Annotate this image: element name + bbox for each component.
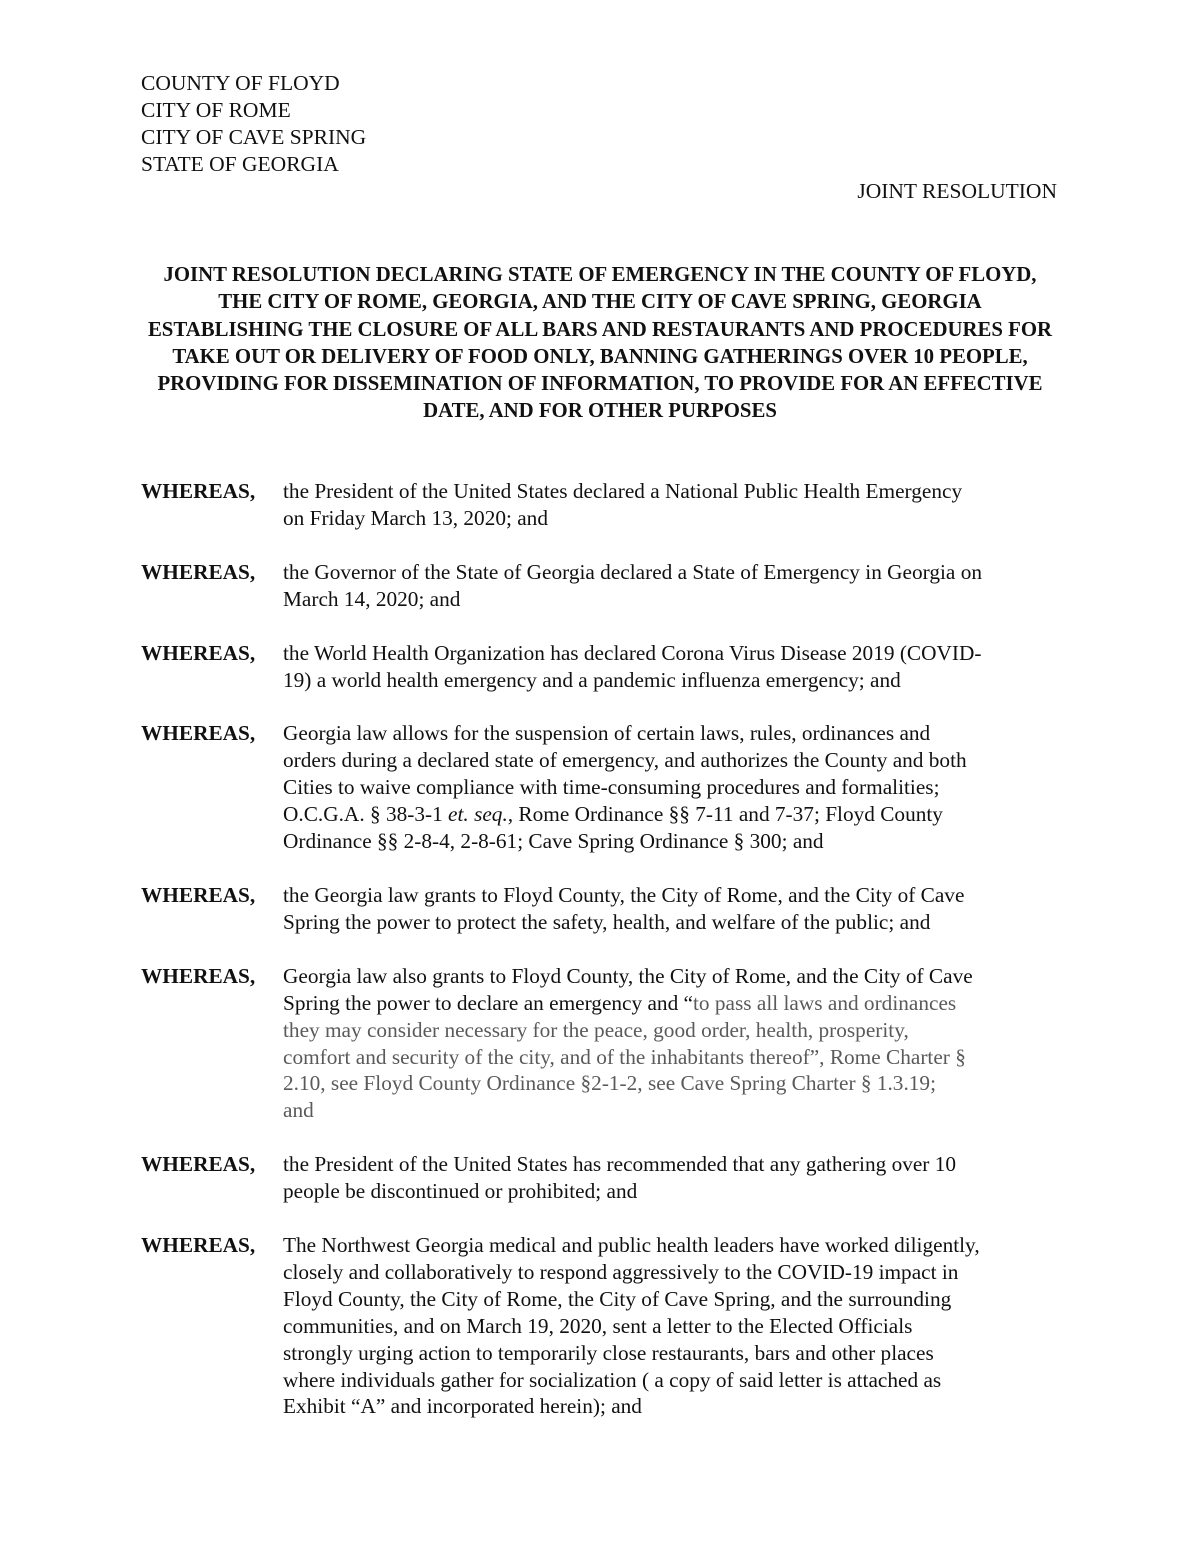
header-line-rome: CITY OF ROME	[141, 98, 291, 122]
whereas-clause	[141, 882, 1061, 936]
whereas-label: WHEREAS,	[141, 479, 256, 503]
clause-text	[283, 478, 1061, 532]
whereas-clause	[141, 720, 1061, 855]
clause-line: Georgia law also grants to Floyd County, the City of Rome, and the City of Cave	[283, 963, 973, 988]
clause-text	[283, 1232, 1061, 1420]
clause-line: the President of the United States declared a National Public Health Emergency	[283, 479, 963, 503]
clause-line: The Northwest Georgia medical and public health leaders have worked diligently,	[283, 1233, 980, 1258]
whereas-label: WHEREAS,	[141, 640, 256, 665]
quoted-charter-line: and	[283, 1098, 314, 1123]
clause-line-mixed	[283, 990, 1061, 1017]
quoted-charter-text: to pass all laws and ordinances	[693, 990, 957, 1015]
clause-line: strongly urging action to temporarily close restaurants, bars and other places	[283, 1340, 934, 1365]
whereas-label: WHEREAS,	[141, 559, 256, 584]
quoted-charter-line: 2.10, see Floyd County Ordinance §2-1-2, see Cave Spring Charter § 1.3.19;	[283, 1071, 936, 1096]
clause-line: Exhibit “A” and incorporated herein); and	[283, 1394, 642, 1419]
clause-line: closely and collaboratively to respond aggressively to the COVID-19 impact in	[283, 1259, 959, 1284]
clause-text	[283, 559, 1061, 613]
clause-line: the Georgia law grants to Floyd County, the City of Rome, and the City of Cave	[283, 882, 965, 907]
resolution-title: JOINT RESOLUTION DECLARING STATE OF EMERGENCY IN THE COUNTY OF FLOYD, THE CITY OF ROME, GEORGIA, AND THE CITY OF CAVE SPRING, GEORGIA ESTABLISHING THE CLOSURE OF ALL BARS AND RESTAURANTS AND PROCEDURES FOR TAKE OUT OR DELIVERY OF FOOD ONLY, BANNING GATHERINGS OVER 10 PEOPLE, PROVIDING FOR DISSEMINATION OF INFORMATION, TO PROVIDE FOR AN EFFECTIVE DATE, AND FOR OTHER PURPOSES	[147, 263, 1053, 423]
clause-text	[283, 640, 1061, 694]
clause-line: communities, and on March 19, 2020, sent a letter to the Elected Officials	[283, 1313, 913, 1338]
jurisdiction-header	[141, 70, 366, 178]
clause-line: Cities to waive compliance with time-consuming procedures and formalities;	[283, 775, 940, 800]
clause-line: the World Health Organization has declared Corona Virus Disease 2019 (COVID-	[283, 640, 982, 665]
clause-line: orders during a declared state of emergency, and authorizes the County and both	[283, 748, 967, 773]
clause-line: Georgia law allows for the suspension of certain laws, rules, ordinances and	[283, 721, 931, 746]
whereas-label: WHEREAS,	[141, 963, 256, 988]
clause-text-black: Spring the power to declare an emergency and “	[283, 990, 693, 1015]
clause-text	[283, 720, 1061, 855]
clause-line: where individuals gather for socialization ( a copy of said letter is attached as	[283, 1367, 942, 1392]
citation-text: Rome Ordinance §§ 7-11 and 7-37; Floyd County	[513, 802, 943, 827]
whereas-label: WHEREAS,	[141, 882, 256, 907]
clause-line: people be discontinued or prohibited; and	[283, 1179, 638, 1204]
whereas-clause	[141, 478, 1061, 532]
clause-line: 19) a world health emergency and a pandemic influenza emergency; and	[283, 667, 901, 692]
whereas-clause	[141, 559, 1061, 613]
header-line-state: STATE OF GEORGIA	[141, 152, 339, 176]
whereas-clauses	[141, 478, 1061, 1420]
whereas-label: WHEREAS,	[141, 721, 256, 746]
clause-line: Spring the power to protect the safety, health, and welfare of the public; and	[283, 909, 931, 934]
quoted-charter-line: they may consider necessary for the peace, good order, health, prosperity,	[283, 1017, 909, 1042]
clause-text	[283, 882, 1061, 936]
whereas-label: WHEREAS,	[141, 1233, 256, 1258]
whereas-clause	[141, 1232, 1061, 1420]
whereas-clause	[141, 640, 1061, 694]
citation-text: O.C.G.A. § 38-3-1	[283, 802, 449, 827]
clause-line: on Friday March 13, 2020; and	[283, 505, 548, 530]
clause-text	[283, 1151, 1061, 1205]
document-type: JOINT RESOLUTION	[857, 179, 1057, 203]
quoted-charter-line: comfort and security of the city, and of the inhabitants thereof”, Rome Charter §	[283, 1044, 966, 1069]
citation-line	[283, 801, 1061, 828]
clause-line: the Governor of the State of Georgia declared a State of Emergency in Georgia on	[283, 559, 983, 584]
whereas-clause	[141, 963, 1061, 1124]
whereas-label: WHEREAS,	[141, 1152, 256, 1177]
clause-line: Ordinance §§ 2-8-4, 2-8-61; Cave Spring Ordinance § 300; and	[283, 829, 824, 854]
header-line-cave-spring: CITY OF CAVE SPRING	[141, 125, 367, 149]
clause-text	[283, 963, 1061, 1124]
clause-line: March 14, 2020; and	[283, 586, 461, 611]
header-line-county: COUNTY OF FLOYD	[141, 71, 340, 95]
whereas-clause	[141, 1151, 1061, 1205]
clause-line: Floyd County, the City of Rome, the City of Cave Spring, and the surrounding	[283, 1286, 952, 1311]
clause-line: the President of the United States has recommended that any gathering over 10	[283, 1152, 957, 1177]
citation-italic: et. seq.,	[448, 802, 514, 827]
